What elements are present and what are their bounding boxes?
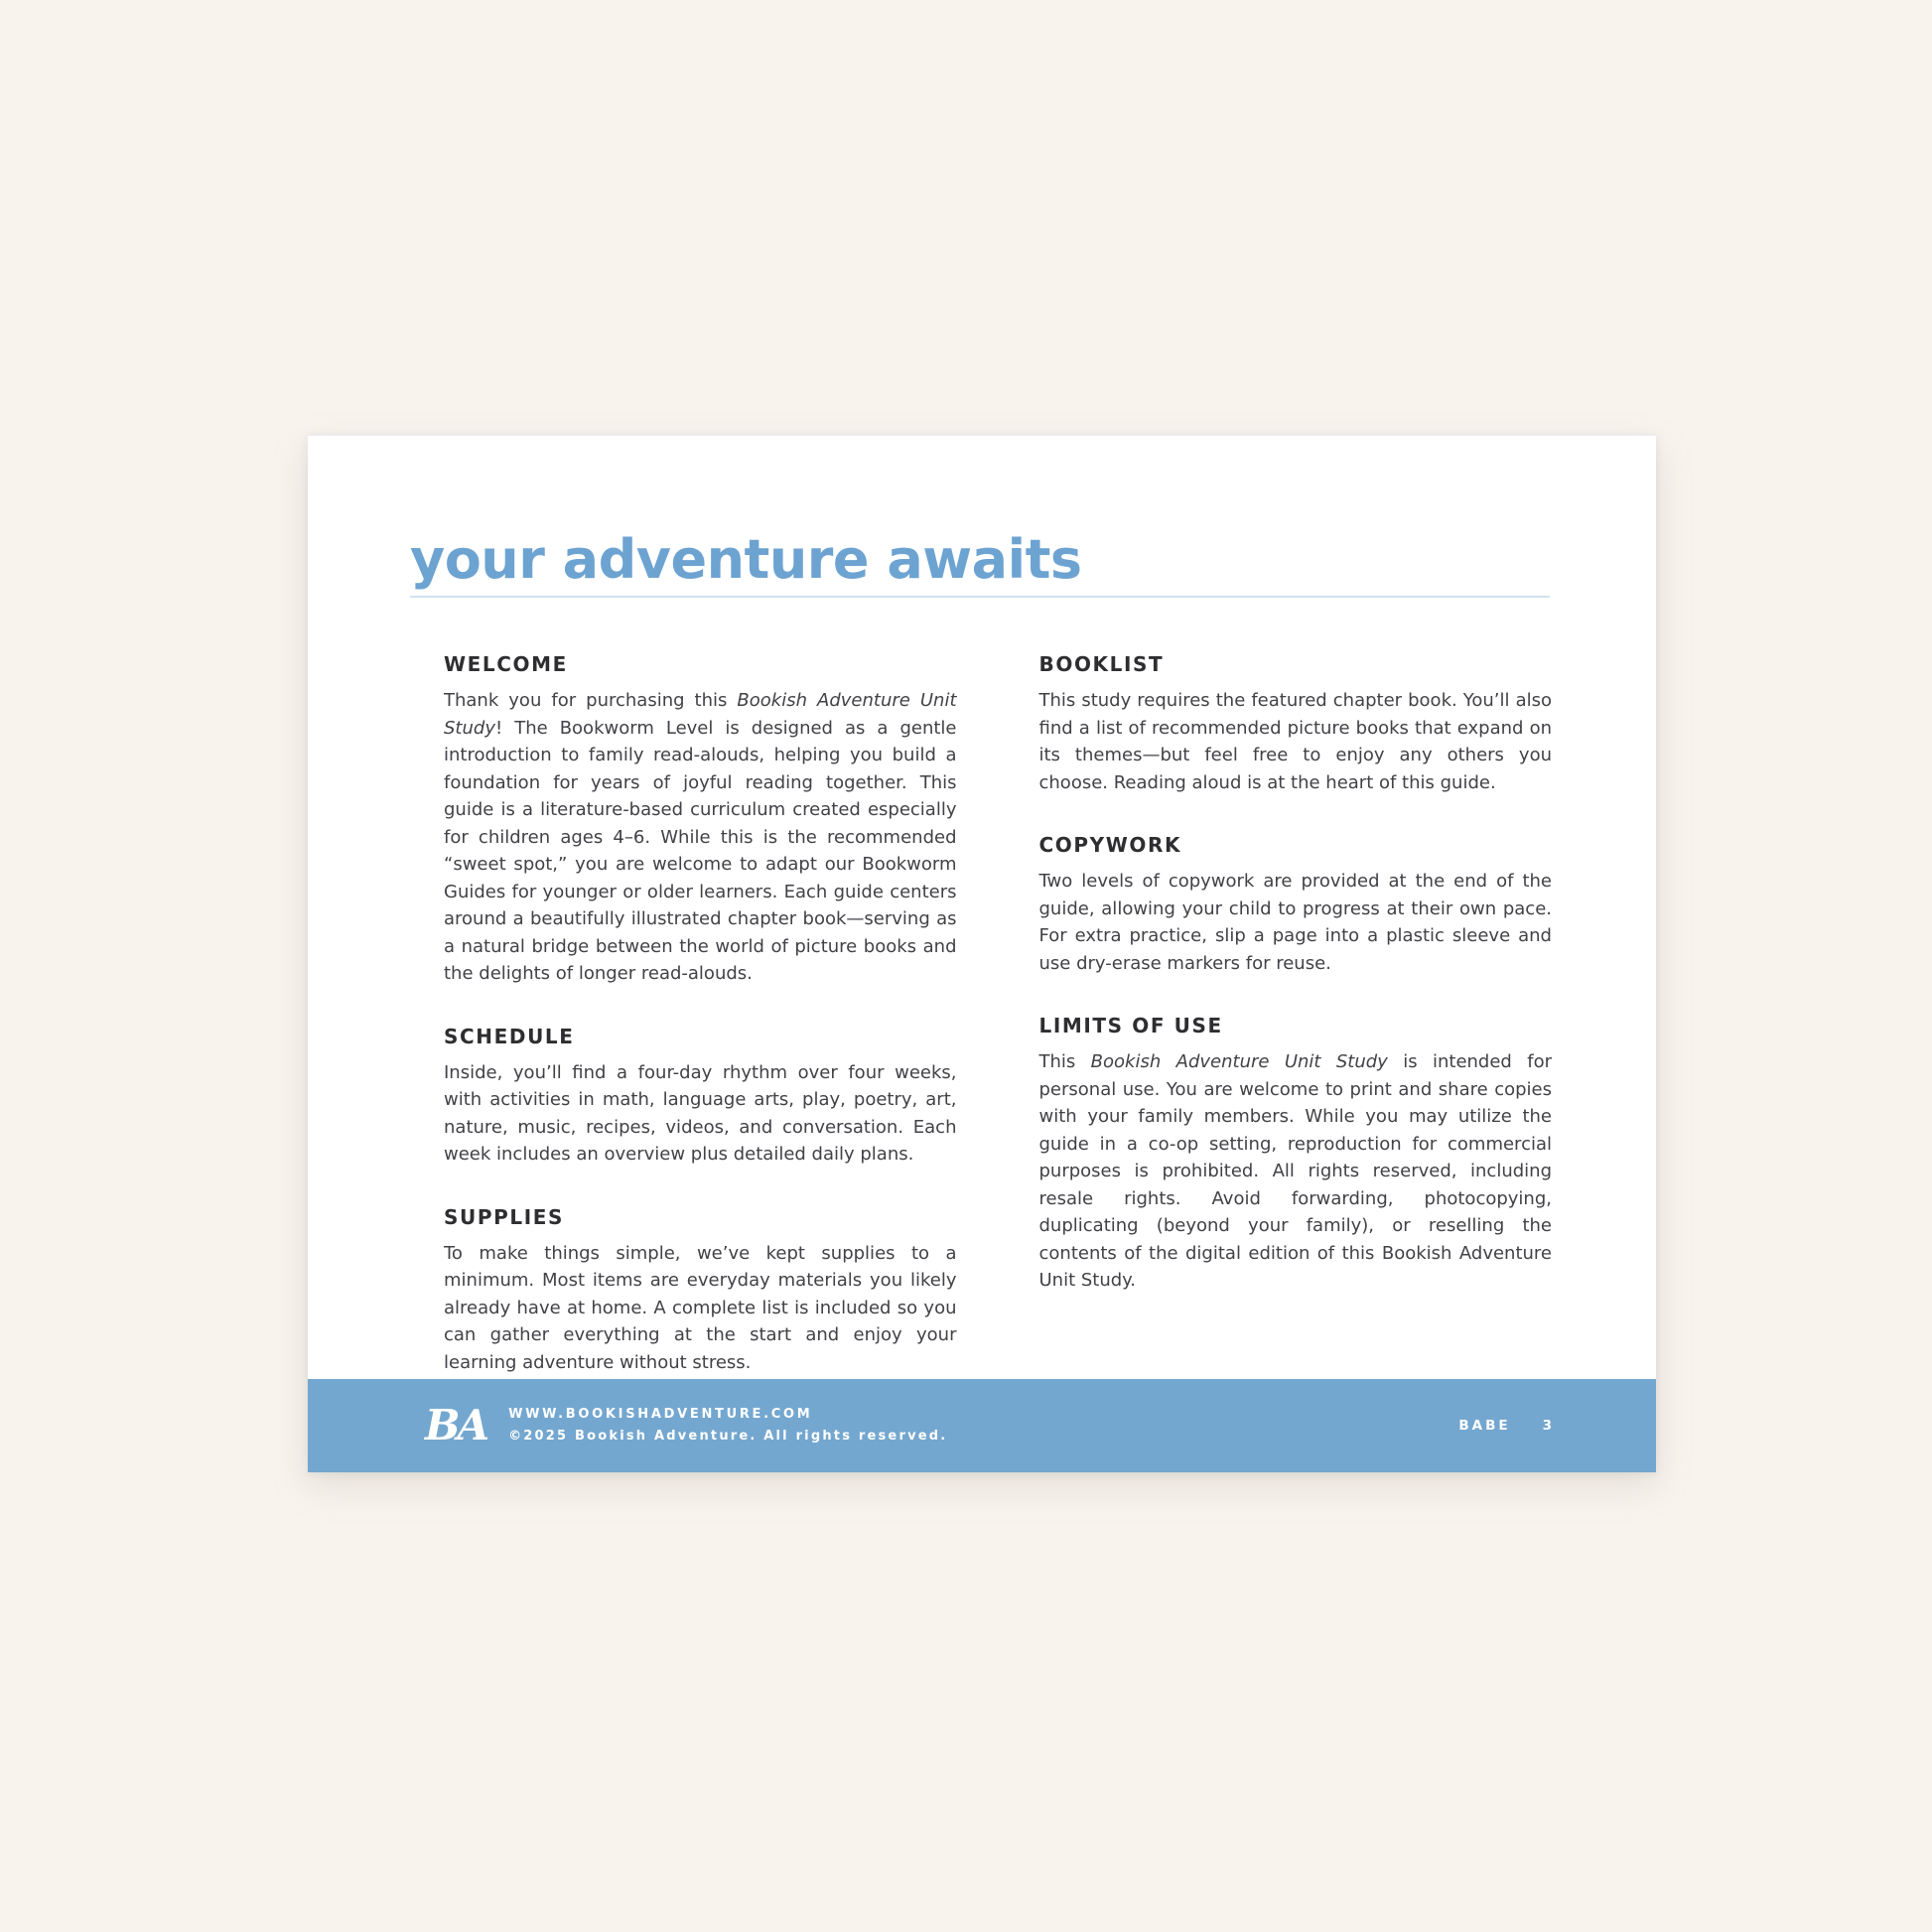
footer-text-block <box>508 1404 947 1448</box>
footer-doc-code: BABE <box>1458 1418 1511 1434</box>
column-left <box>444 652 957 1413</box>
section-heading: COPYWORK <box>1038 833 1182 857</box>
footer-page-number: 3 <box>1542 1418 1552 1434</box>
section-heading: WELCOME <box>444 652 568 676</box>
section-paragraph: Inside, you’ll find a four-day rhythm over four weeks, with activities in math, language arts, play, poetry, art, nature, music, recipes, videos, and conversation. Each week includes an overview plus detailed daily plans. <box>444 1061 957 1165</box>
section-paragraph: Two levels of copywork are provided at the end of the guide, allowing your child to progress at their own pace. For extra practice, slip a page into a plastic sleeve and use dry-erase markers for reuse. <box>1038 871 1552 974</box>
section-heading: BOOKLIST <box>1038 652 1165 676</box>
column-right <box>1039 652 1553 1413</box>
content-section <box>1039 1014 1553 1295</box>
content-columns <box>444 652 1552 1413</box>
footer-copyright: ©2025 Bookish Adventure. All rights reserved. <box>508 1429 948 1444</box>
title-divider <box>410 596 1550 598</box>
section-paragraph: This study requires the featured chapter book. You’ll also find a list of recommended picture books that expand on its themes—but feel free to enjoy any others you choose. Reading aloud is at the heart of this guide. <box>1038 690 1552 793</box>
section-heading: LIMITS OF USE <box>1038 1014 1223 1037</box>
content-section <box>444 1025 957 1169</box>
section-paragraph: To make things simple, we’ve kept supplies to a minimum. Most items are everyday materials you likely already have at home. A complete list is included so you can gather everything at the start and enjoy your learning adventure without stress. <box>444 1242 957 1373</box>
section-heading: SUPPLIES <box>444 1204 565 1229</box>
footer-website: WWW.BOOKISHADVENTURE.COM <box>508 1407 813 1422</box>
content-section <box>1039 652 1553 796</box>
section-heading: SCHEDULE <box>444 1024 575 1048</box>
page-title: your adventure awaits <box>410 528 1082 591</box>
page-card <box>308 435 1656 1471</box>
content-section <box>444 1205 957 1377</box>
content-section <box>444 652 957 988</box>
footer-page-info <box>1458 1418 1552 1434</box>
section-paragraph: This Bookish Adventure Unit Study is intended for personal use. You are welcome to print and share copies with your family members. While you may utilize the guide in a co-op setting, reproduction for commercial purposes is prohibited. All rights reserved, including resale rights. Avoid forwarding, photocopying, duplicating (beyond your family), or reselling the contents of the digital edition of this Bookish Adventure Unit Study. <box>1038 1051 1552 1291</box>
page-footer <box>308 1379 1656 1472</box>
footer-brand <box>425 1401 948 1449</box>
section-paragraph: Thank you for purchasing this Bookish Adventure Unit Study! The Bookworm Level is designed as a gentle introduction to family read-alouds, helping you build a foundation for years of joyful reading together. This guide is a literature-based curriculum created especially for children ages 4–6. While this is the recommended “sweet spot,” you are welcome to adapt our Bookworm Guides for younger or older learners. Each guide centers around a beautifully illustrated chapter book—serving as a natural bridge between the world of picture books and the delights of longer read-alouds. <box>444 690 957 984</box>
content-section <box>1039 833 1553 977</box>
brand-logo: BA <box>425 1401 487 1449</box>
